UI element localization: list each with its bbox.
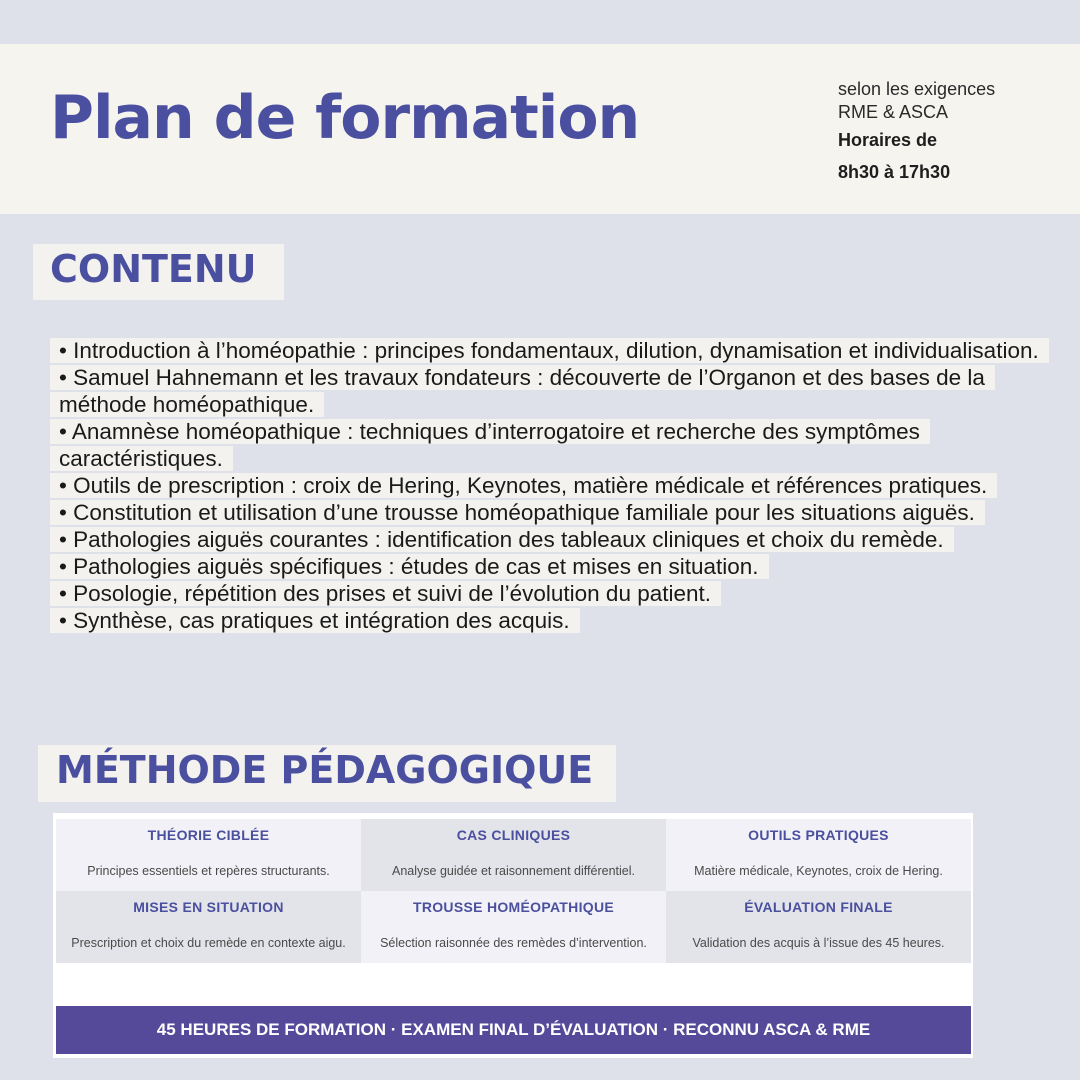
list-item: • Introduction à l’homéopathie : principes fondamentaux, dilution, dynamisation et individualisation. bbox=[50, 337, 1060, 364]
methode-table bbox=[53, 813, 973, 1058]
method-cell-evaluation bbox=[666, 891, 971, 963]
header-note bbox=[838, 78, 995, 188]
cell-desc: Prescription et choix du remède en contexte aigu. bbox=[71, 936, 346, 950]
list-item: • Pathologies aiguës courantes : identification des tableaux cliniques et choix du remède. bbox=[50, 526, 1060, 553]
cell-desc: Sélection raisonnée des remèdes d’intervention. bbox=[380, 936, 647, 950]
requirements-line-1: selon les exigences bbox=[838, 79, 996, 99]
method-cell-cas bbox=[361, 819, 666, 891]
cell-title: MISES EN SITUATION bbox=[133, 899, 284, 915]
cell-title: TROUSSE HOMÉOPATHIQUE bbox=[412, 899, 614, 915]
summary-banner: 45 HEURES DE FORMATION · EXAMEN FINAL D’ÉVALUATION · RECONNU ASCA & RME bbox=[56, 1006, 971, 1054]
cell-title: CAS CLINIQUES bbox=[456, 827, 571, 843]
contenu-heading: CONTENU bbox=[50, 247, 257, 291]
requirements-line-2: RME & ASCA bbox=[838, 102, 949, 122]
cell-desc: Analyse guidée et raisonnement différentiel. bbox=[392, 864, 635, 878]
list-item: • Synthèse, cas pratiques et intégration des acquis. bbox=[50, 607, 1060, 634]
method-cell-trousse bbox=[361, 891, 666, 963]
list-item: • Anamnèse homéopathique : techniques d’interrogatoire et recherche des symptômes caractéristiques. bbox=[50, 418, 1060, 472]
cell-title: OUTILS PRATIQUES bbox=[748, 827, 889, 843]
method-cell-theorie bbox=[56, 819, 361, 891]
cell-desc: Matière médicale, Keynotes, croix de Hering. bbox=[694, 864, 943, 878]
list-item: • Samuel Hahnemann et les travaux fondateurs : découverte de l’Organon et des bases de la méthode homéopathique. bbox=[50, 364, 1060, 418]
contenu-list bbox=[50, 337, 1060, 634]
methode-heading: MÉTHODE PÉDAGOGIQUE bbox=[56, 748, 594, 792]
list-item: • Pathologies aiguës spécifiques : études de cas et mises en situation. bbox=[50, 553, 1060, 580]
list-item: • Posologie, répétition des prises et suivi de l’évolution du patient. bbox=[50, 580, 1060, 607]
cell-title: ÉVALUATION FINALE bbox=[744, 899, 893, 915]
hours-label: Horaires de bbox=[838, 130, 938, 150]
page-title: Plan de formation bbox=[50, 83, 640, 153]
list-item: • Constitution et utilisation d’une trousse homéopathique familiale pour les situations aiguës. bbox=[50, 499, 1060, 526]
cell-desc: Principes essentiels et repères structurants. bbox=[87, 864, 330, 878]
method-cell-outils bbox=[666, 819, 971, 891]
hours-value: 8h30 à 17h30 bbox=[838, 162, 951, 182]
cell-desc: Validation des acquis à l’issue des 45 heures. bbox=[692, 936, 945, 950]
list-item: • Outils de prescription : croix de Hering, Keynotes, matière médicale et références pratiques. bbox=[50, 472, 1060, 499]
method-cell-mises bbox=[56, 891, 361, 963]
cell-title: THÉORIE CIBLÉE bbox=[147, 827, 270, 843]
